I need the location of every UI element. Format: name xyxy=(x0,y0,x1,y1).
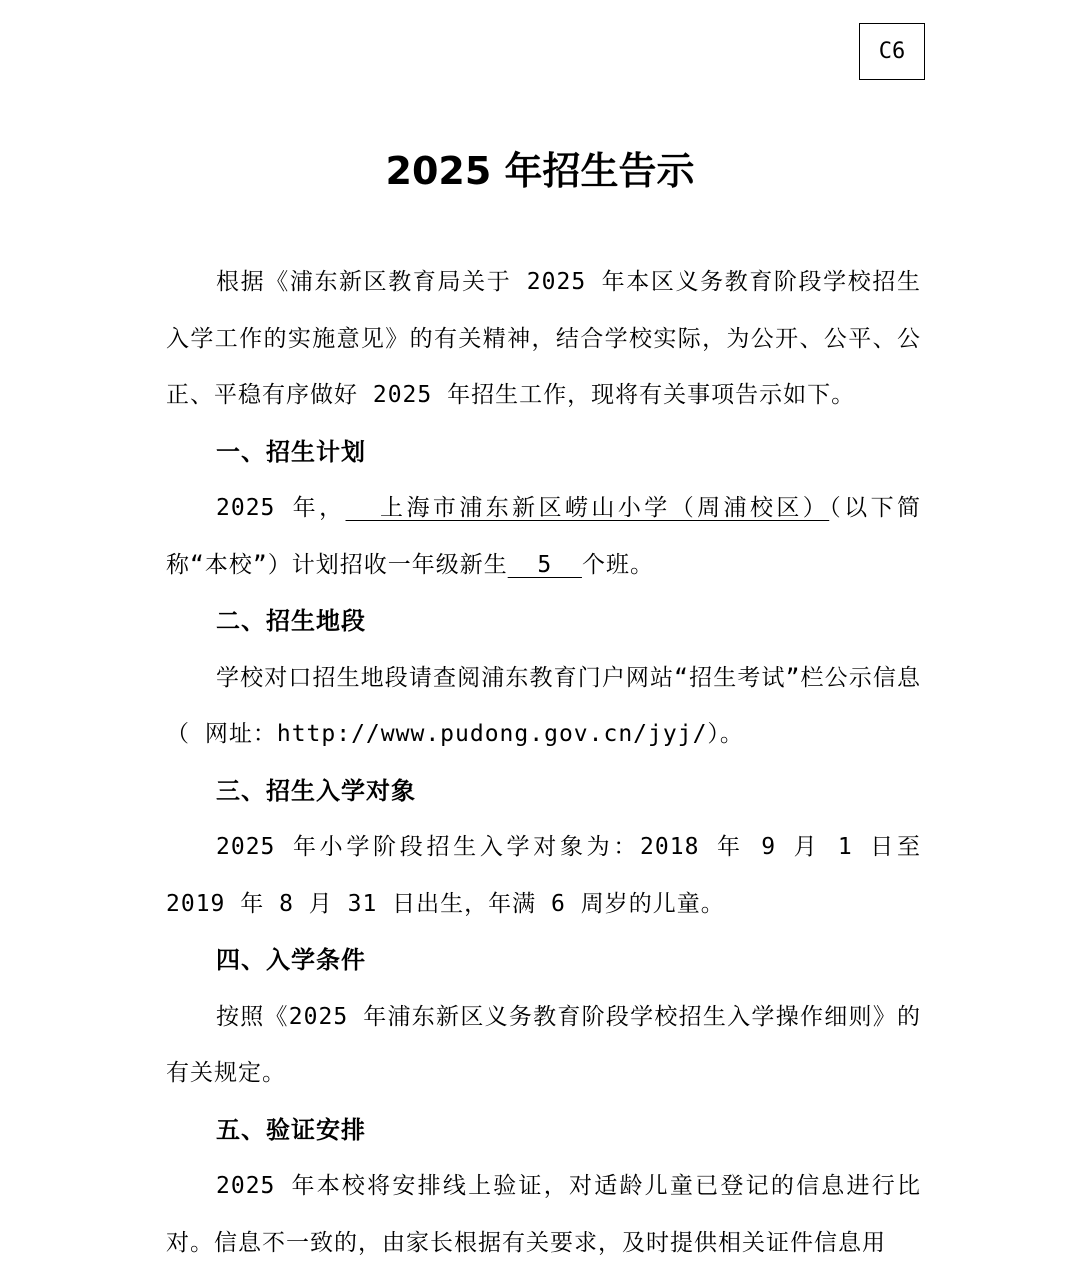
section-heading-verification: 五、验证安排 xyxy=(216,1115,366,1144)
conditions-paragraph: 按照《2025 年浦东新区义务教育阶段学校招生入学操作细则》的有关规定。 xyxy=(166,1003,921,1086)
page-code-box: C6 xyxy=(859,23,925,80)
section-heading-plan: 一、招生计划 xyxy=(216,437,366,466)
document-title: 2025 年招生告示 xyxy=(385,149,695,193)
document-body xyxy=(166,254,921,1271)
target-paragraph: 2025 年小学阶段招生入学对象为：2018 年 9 月 1 日至 2019 年 8 月 31 日出生，年满 6 周岁的儿童。 xyxy=(166,834,921,917)
section-heading-district: 二、招生地段 xyxy=(216,607,366,635)
plan-text-middle: （以下简称“本校”）计划招收一年级新生 xyxy=(166,495,921,578)
intro-paragraph: 根据《浦东新区教育局关于 2025 年本区义务教育阶段学校招生入学工作的实施意见》的有关精神，结合学校实际，为公开、公平、公正、平稳有序做好 2025 年招生工作，现将有关事项告示如下。 xyxy=(166,269,921,408)
section-heading-target: 三、招生入学对象 xyxy=(216,776,416,805)
plan-text-before: 2025 年， xyxy=(216,495,346,521)
plan-paragraph xyxy=(166,480,921,593)
school-name-fill: 上海市浦东新区崂山小学（周浦校区） xyxy=(345,495,830,521)
district-paragraph: 学校对口招生地段请查阅浦东教育门户网站“招生考试”栏公示信息（ 网址：http://www.pudong.gov.cn/jyj/）。 xyxy=(166,664,921,747)
section-heading-conditions: 四、入学条件 xyxy=(216,946,366,974)
class-count-fill: 5 xyxy=(507,551,582,578)
verification-paragraph: 2025 年本校将安排线上验证，对适龄儿童已登记的信息进行比对。信息不一致的，由家长根据有关要求，及时提供相关证件信息用 xyxy=(166,1173,921,1256)
plan-text-after: 个班。 xyxy=(581,551,654,578)
